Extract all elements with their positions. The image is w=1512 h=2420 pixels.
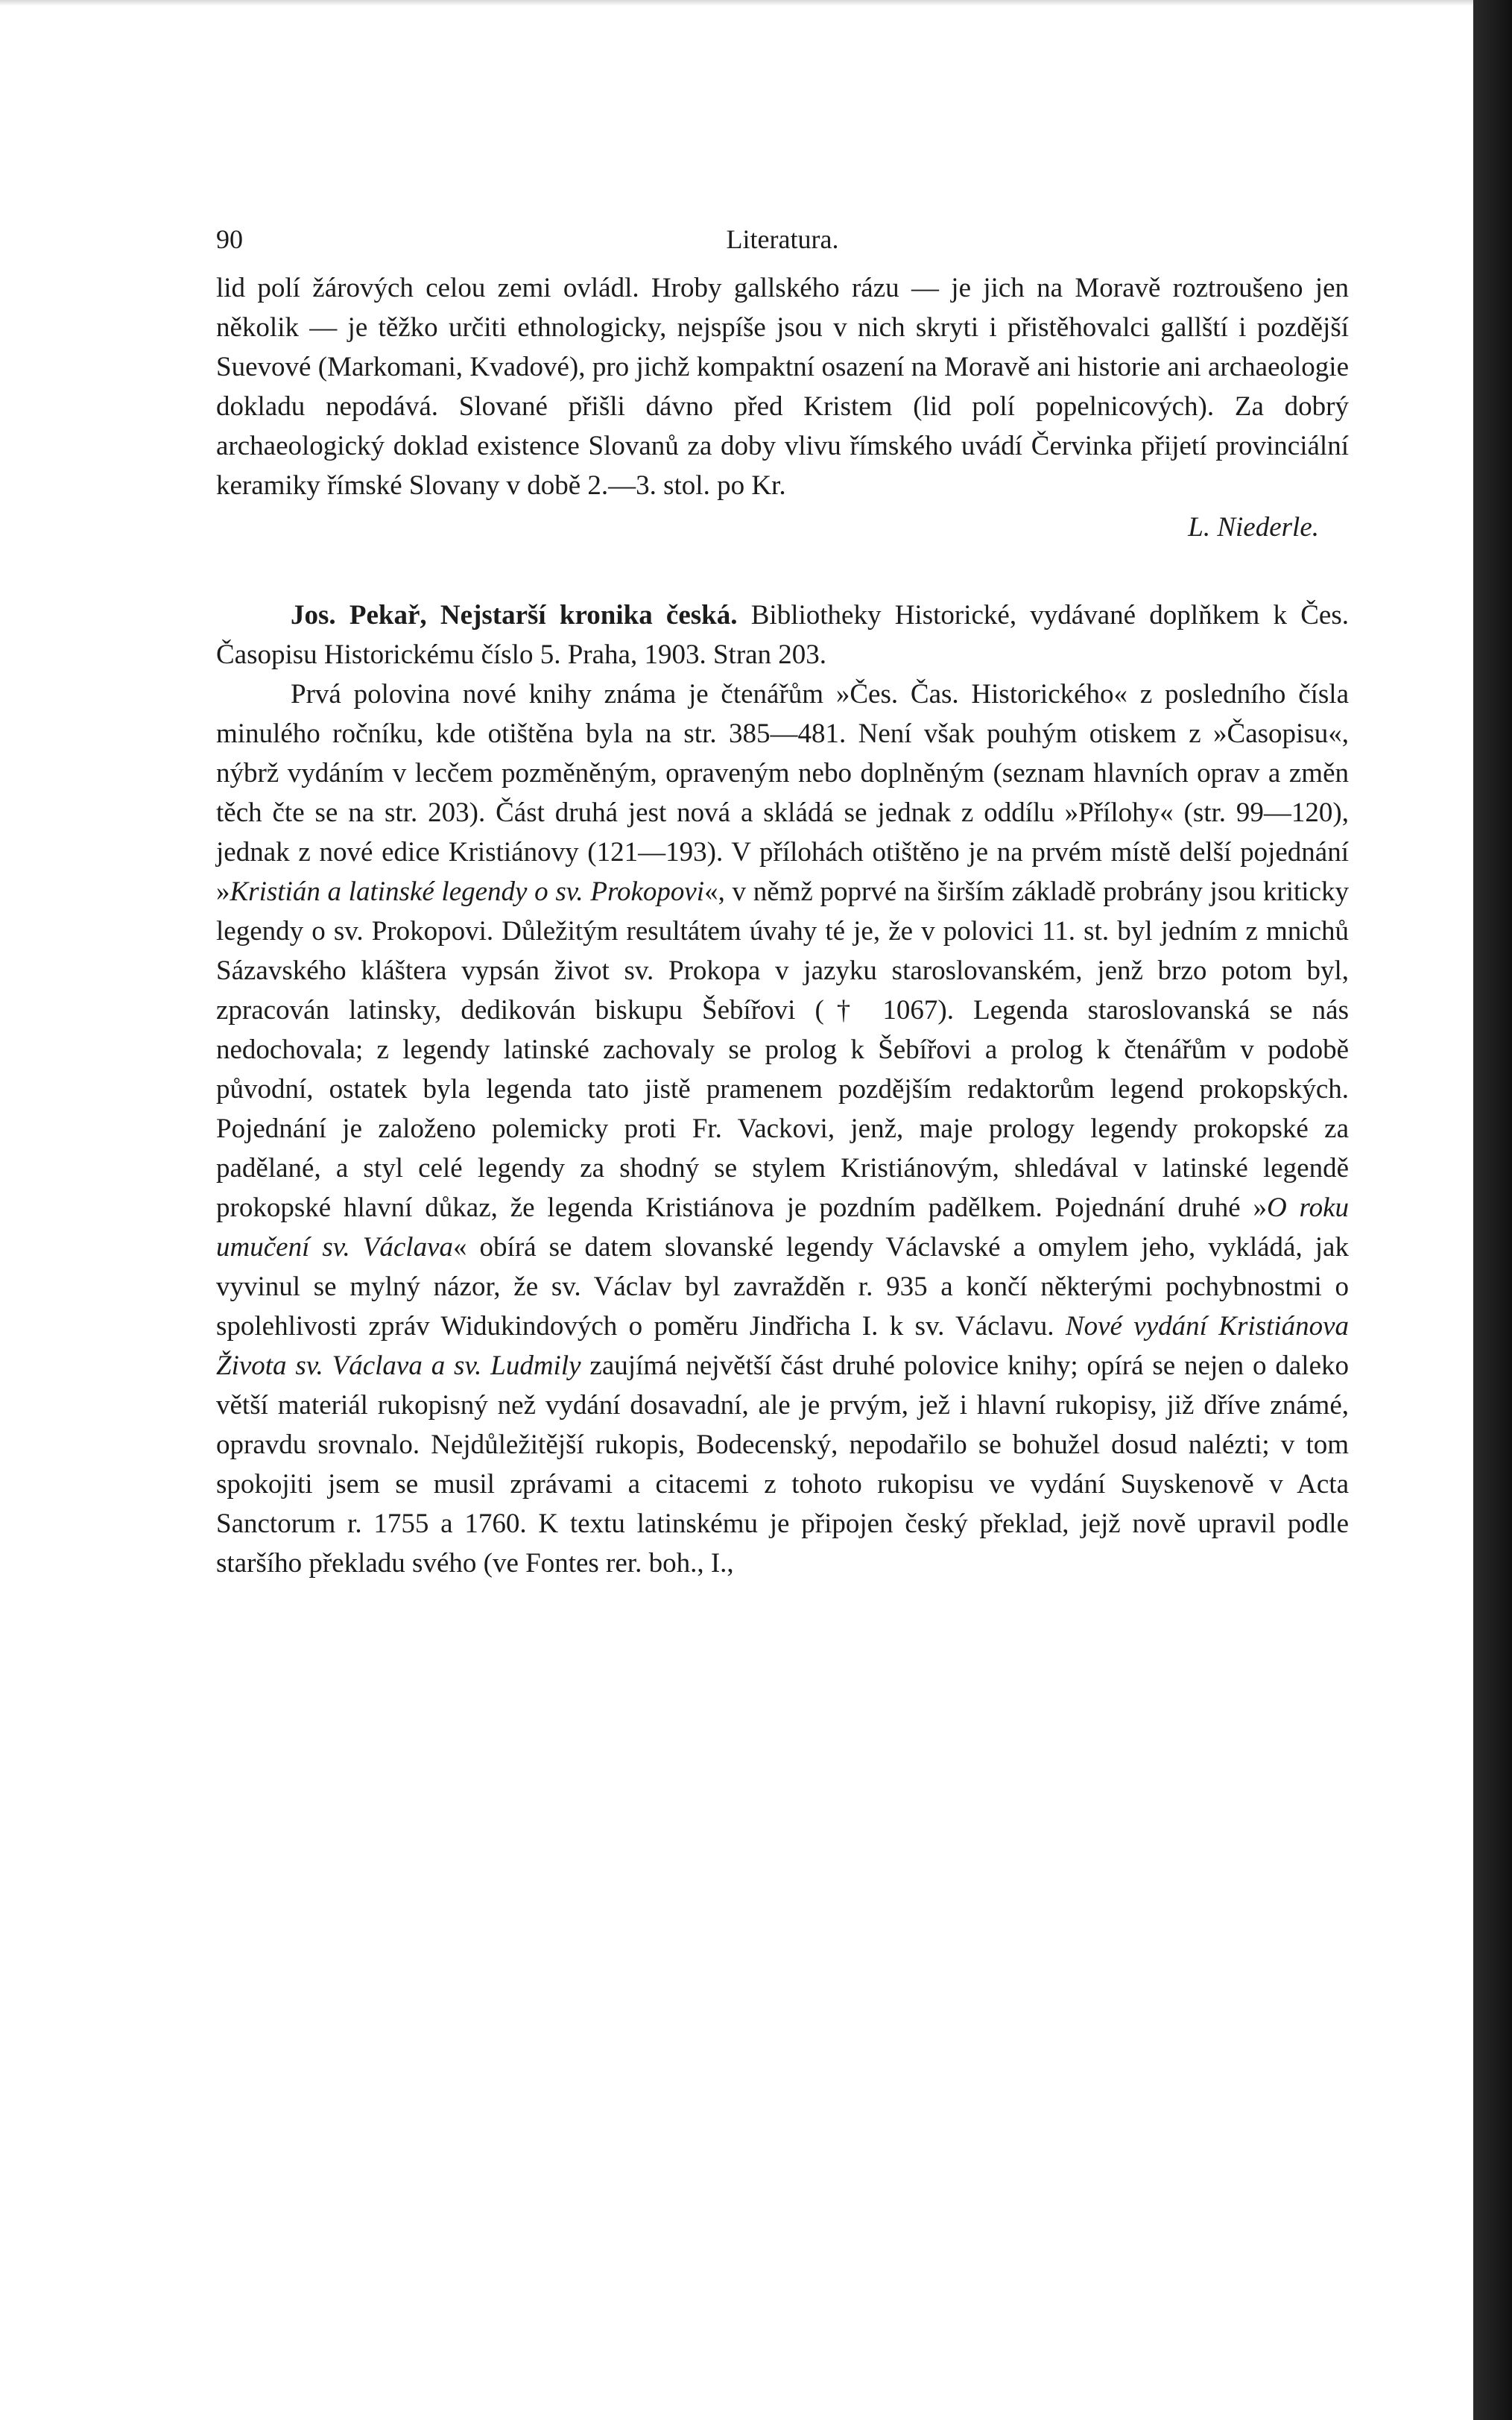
page-body <box>216 224 1349 1583</box>
bibliographic-entry <box>216 595 1349 674</box>
book-author: Jos. Pekař, <box>291 600 427 631</box>
book-details: Bibliotheky Historické, vydávané doplňkem k Čes. Časopisu Historickému číslo 5. Praha, 1903. Stran 203. <box>216 600 1349 670</box>
review-pekar <box>216 595 1349 1583</box>
italic-title-2: O roku umučení sv. Václava <box>216 1192 1349 1263</box>
review-pekar-text <box>216 674 1349 1583</box>
page-number: 90 <box>216 224 243 254</box>
text-part-4: zaujímá největší část druhé polovice knihy; opírá se nejen o daleko větší materiál rukopisný než vydání dosavadní, ale je prvým, jež i hlavní rukopisy, již dříve známé, opravdu srovnalo. Nejdůležitější rukopis, Bodecenský, nepodařilo se bohužel dosud nalézti; v tom spokojiti jsem se musil zprávami a citacemi z tohoto rukopisu ve vydání Suyskenově v Acta Sanctorum r. 1755 a 1760. K textu latinskému je připojen český překlad, jejž nově upravil podle staršího překladu svého (ve Fontes rer. boh., I., <box>216 1350 1350 1579</box>
review-niederle-text: lid polí žárových celou zemi ovládl. Hroby gallského rázu — je jich na Moravě roztroušeno jen několik — je těžko určiti ethnologicky, nejspíše jsou v nich skryti i přistěhovalci gallští i pozdější Suevové (Markomani, Kvadové), pro jichž kompaktní osazení na Moravě ani historie ani archaeologie dokladu nepodává. Slované přišli dávno před Kristem (lid polí popelnicových). Za dobrý archaeologický doklad existence Slovanů za doby vlivu římského uvádí Červinka přijetí provinciální keramiky římské Slovany v době 2.—3. stol. po Kr. <box>216 273 1349 501</box>
review-signature: L. Niederle. <box>1188 512 1319 543</box>
book-title: Nejstarší kronika česká. <box>440 600 738 631</box>
text-part-2: «, v němž poprvé na širším základě probrány jsou kriticky legendy o sv. Prokopovi. Důležitým resultátem úvahy té je, že v polovici 11. st. byl jedním z mnichů Sázavského kláštera vypsán život sv. Prokopa v jazyku staroslovanském, jenž brzo potom byl, zpracován latinsky, dedikován biskupu Šebířovi († 1067). Legenda staroslovanská se nás nedochovala; z legendy latinské zachovaly se prolog k Šebířovi a prolog k čtenářům v podobě původní, ostatek byla legenda tato jistě pramenem pozdějším redaktorům legend prokopských. Pojednání je založeno polemicky proti Fr. Vackovi, jenž, maje prology legendy prokopské za padělané, a styl celé legendy za shodný se stylem Kristiánovým, shledával v latinské legendě prokopské hlavní důkaz, že legenda Kristiánova je pozdním padělkem. Pojednání druhé » <box>216 876 1349 1223</box>
running-head <box>216 224 1349 268</box>
italic-title-1: Kristián a latinské legendy o sv. Prokopovi <box>230 876 705 907</box>
text-part-3: « obírá se datem slovanské legendy Václavské a omylem jeho, vykládá, jak vyvinul se mylný názor, že sv. Václav byl zavražděn r. 935 a končí některými pochybnostmi o spolehlivosti zpráv Widukindových o poměru Jindřicha I. k sv. Václavu. <box>216 1232 1349 1342</box>
text-part-1: Prvá polovina nové knihy známa je čtenářům »Čes. Čas. Historického« z posledního čísla minulého ročníku, kde otištěna byla na str. 385—481. Není však pouhým otiskem z »Časopisu«, nýbrž vydáním v lecčem pozměněným, opraveným nebo doplněným (seznam hlavních oprav a změn těch čte se na str. 203). Část druhá jest nová a skládá se jednak z oddílu »Přílohy« (str. 99—120), jednak z nové edice Kristiánovy (121—193). V přílohách otištěno je na prvém místě delší pojednání » <box>216 679 1349 907</box>
running-title: Literatura. <box>726 224 839 254</box>
scan-edge-top <box>0 0 1512 6</box>
italic-title-3: Nové vydání Kristiánova Života sv. Václava a sv. Ludmily <box>216 1311 1350 1381</box>
scan-edge-right <box>1473 0 1512 2420</box>
